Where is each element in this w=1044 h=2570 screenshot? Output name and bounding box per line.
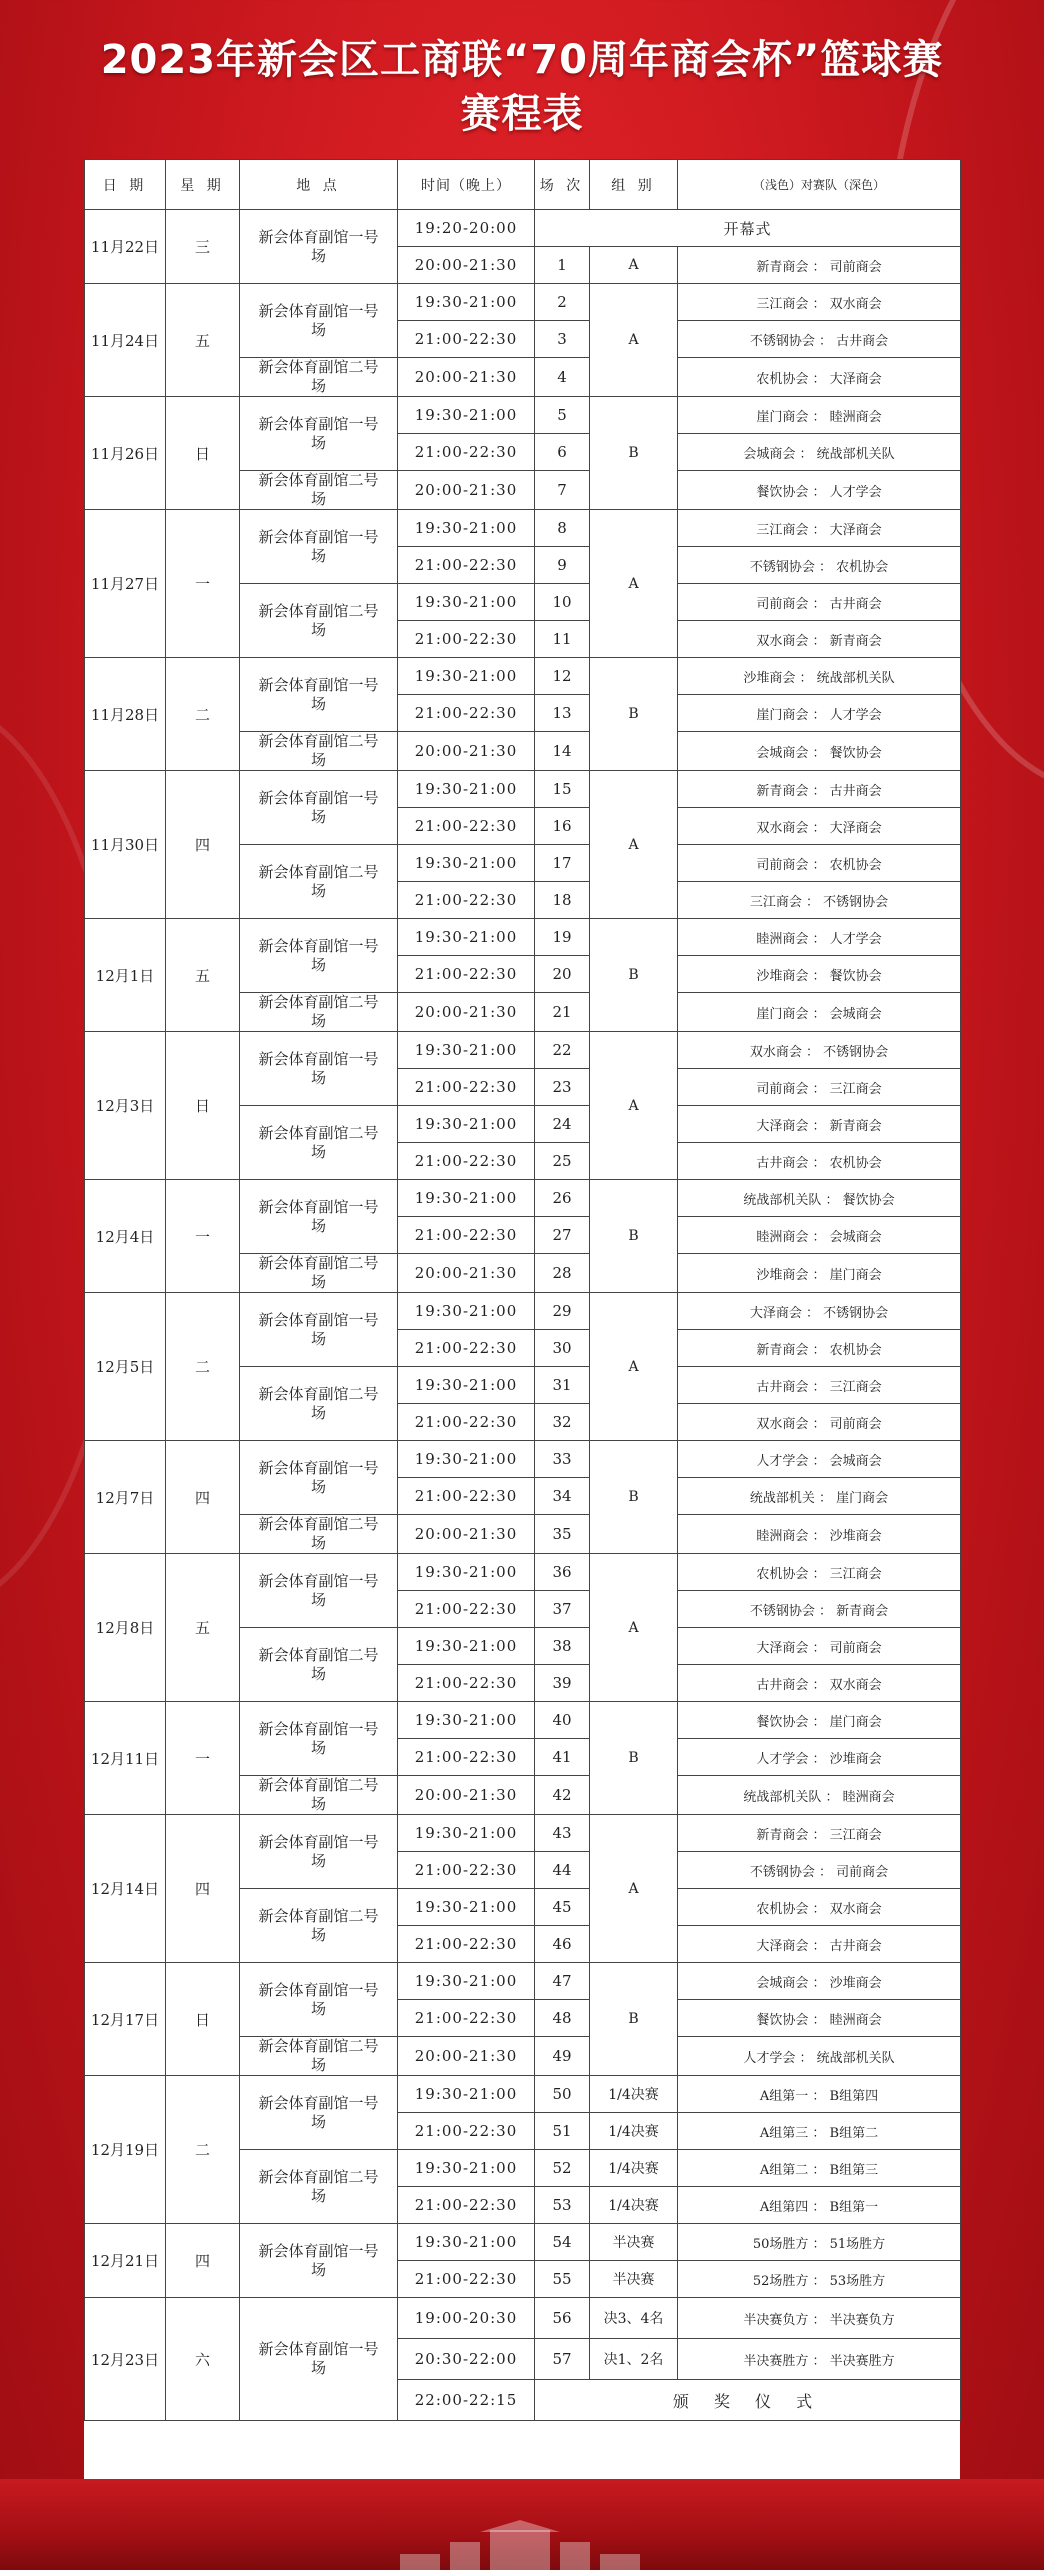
game-number-cell: 43 (535, 1815, 590, 1852)
venue-cell: 新会体育副馆二号场 (240, 1515, 398, 1554)
time-cell: 19:30-21:00 (398, 584, 535, 621)
game-number-cell: 56 (535, 2298, 590, 2339)
date-cell: 12月1日 (85, 919, 166, 1032)
game-number-cell: 37 (535, 1591, 590, 1628)
game-number-cell: 31 (535, 1367, 590, 1404)
matchup-cell: A组第四 ： B组第一 (678, 2187, 961, 2224)
page-subtitle: 赛程表 (460, 91, 584, 137)
date-cell: 12月11日 (85, 1702, 166, 1815)
weekday-cell: 四 (166, 2224, 240, 2298)
time-cell: 20:00-21:30 (398, 993, 535, 1032)
matchup-cell: 司前商会 ： 农机协会 (678, 845, 961, 882)
header-day: 星 期 (166, 160, 240, 210)
matchup-cell: 农机协会 ： 大泽商会 (678, 358, 961, 397)
time-cell: 20:00-21:30 (398, 732, 535, 771)
game-number-cell: 20 (535, 956, 590, 993)
date-cell: 11月27日 (85, 510, 166, 658)
matchup-cell: 会城商会 ： 统战部机关队 (678, 434, 961, 471)
time-cell: 21:00-22:30 (398, 695, 535, 732)
time-cell: 19:30-21:00 (398, 1702, 535, 1739)
header-time: 时间（晚上） (398, 160, 535, 210)
matchup-cell: 52场胜方 ： 53场胜方 (678, 2261, 961, 2298)
date-cell: 12月3日 (85, 1032, 166, 1180)
matchup-cell: 新青商会 ： 司前商会 (678, 247, 961, 284)
matchup-cell: 沙堆商会 ： 崖门商会 (678, 1254, 961, 1293)
time-cell: 21:00-22:30 (398, 2261, 535, 2298)
table-row (85, 1032, 961, 1069)
weekday-cell: 四 (166, 1815, 240, 1963)
group-cell: A (590, 247, 678, 284)
game-number-cell: 18 (535, 882, 590, 919)
gate-illustration (380, 2520, 660, 2570)
weekday-cell: 二 (166, 2076, 240, 2224)
group-cell: A (590, 1032, 678, 1180)
game-number-cell: 33 (535, 1441, 590, 1478)
time-cell: 21:00-22:30 (398, 1478, 535, 1515)
time-cell: 21:00-22:30 (398, 1926, 535, 1963)
matchup-cell: 半决赛胜方 ： 半决赛胜方 (678, 2339, 961, 2380)
date-cell: 11月22日 (85, 210, 166, 284)
table-row (85, 1815, 961, 1852)
header-venue: 地 点 (240, 160, 398, 210)
matchup-cell: A组第一 ： B组第四 (678, 2076, 961, 2113)
weekday-cell: 五 (166, 919, 240, 1032)
game-number-cell: 23 (535, 1069, 590, 1106)
matchup-cell: 半决赛负方 ： 半决赛负方 (678, 2298, 961, 2339)
game-number-cell: 49 (535, 2037, 590, 2076)
game-number-cell: 19 (535, 919, 590, 956)
game-number-cell: 17 (535, 845, 590, 882)
venue-cell: 新会体育副馆一号场 (240, 2224, 398, 2298)
game-number-cell: 35 (535, 1515, 590, 1554)
matchup-cell: A组第三 ： B组第二 (678, 2113, 961, 2150)
matchup-cell: 统战部机关 ： 崖门商会 (678, 1478, 961, 1515)
game-number-cell: 51 (535, 2113, 590, 2150)
time-cell: 21:00-22:30 (398, 956, 535, 993)
game-number-cell: 54 (535, 2224, 590, 2261)
time-cell: 21:00-22:30 (398, 1739, 535, 1776)
table-row (85, 1554, 961, 1591)
matchup-cell: 睦洲商会 ： 沙堆商会 (678, 1515, 961, 1554)
venue-cell: 新会体育副馆一号场 (240, 1815, 398, 1889)
matchup-cell: 大泽商会 ： 不锈钢协会 (678, 1293, 961, 1330)
matchup-cell: 崖门商会 ： 睦洲商会 (678, 397, 961, 434)
matchup-cell: 50场胜方 ： 51场胜方 (678, 2224, 961, 2261)
venue-cell: 新会体育副馆一号场 (240, 658, 398, 732)
game-number-cell: 48 (535, 2000, 590, 2037)
game-number-cell: 21 (535, 993, 590, 1032)
group-cell: A (590, 1815, 678, 1963)
time-cell: 19:30-21:00 (398, 284, 535, 321)
venue-cell: 新会体育副馆二号场 (240, 584, 398, 658)
time-cell: 21:00-22:30 (398, 808, 535, 845)
table-row (85, 1702, 961, 1739)
weekday-cell: 日 (166, 1963, 240, 2076)
time-cell: 21:00-22:30 (398, 1143, 535, 1180)
game-number-cell: 50 (535, 2076, 590, 2113)
time-cell: 20:00-21:30 (398, 358, 535, 397)
group-cell: B (590, 1441, 678, 1554)
time-cell: 21:00-22:30 (398, 434, 535, 471)
matchup-cell: 沙堆商会 ： 统战部机关队 (678, 658, 961, 695)
matchup-cell: 不锈钢协会 ： 古井商会 (678, 321, 961, 358)
matchup-cell: 不锈钢协会 ： 司前商会 (678, 1852, 961, 1889)
matchup-cell: 司前商会 ： 三江商会 (678, 1069, 961, 1106)
venue-cell: 新会体育副馆二号场 (240, 1776, 398, 1815)
time-cell: 19:30-21:00 (398, 510, 535, 547)
table-row (85, 1180, 961, 1217)
venue-cell: 新会体育副馆二号场 (240, 358, 398, 397)
matchup-cell: 古井商会 ： 双水商会 (678, 1665, 961, 1702)
game-number-cell: 27 (535, 1217, 590, 1254)
game-number-cell: 5 (535, 397, 590, 434)
date-cell: 12月5日 (85, 1293, 166, 1441)
group-cell: 1/4决赛 (590, 2187, 678, 2224)
venue-cell: 新会体育副馆一号场 (240, 1963, 398, 2037)
opening-ceremony-cell: 开幕式 (535, 210, 961, 247)
group-cell: B (590, 919, 678, 1032)
schedule-sheet (84, 159, 960, 2479)
group-cell: 1/4决赛 (590, 2076, 678, 2113)
matchup-cell: 餐饮协会 ： 崖门商会 (678, 1702, 961, 1739)
weekday-cell: 五 (166, 284, 240, 397)
time-cell: 19:30-21:00 (398, 658, 535, 695)
game-number-cell: 10 (535, 584, 590, 621)
time-cell: 19:30-21:00 (398, 919, 535, 956)
time-cell: 21:00-22:30 (398, 882, 535, 919)
matchup-cell: 大泽商会 ： 古井商会 (678, 1926, 961, 1963)
time-cell: 19:30-21:00 (398, 2076, 535, 2113)
group-cell: B (590, 1963, 678, 2076)
venue-cell: 新会体育副馆一号场 (240, 210, 398, 284)
time-cell: 19:30-21:00 (398, 1032, 535, 1069)
game-number-cell: 41 (535, 1739, 590, 1776)
matchup-cell: 三江商会 ： 大泽商会 (678, 510, 961, 547)
date-cell: 12月21日 (85, 2224, 166, 2298)
venue-cell: 新会体育副馆二号场 (240, 993, 398, 1032)
matchup-cell: 人才学会 ： 沙堆商会 (678, 1739, 961, 1776)
matchup-cell: 睦洲商会 ： 会城商会 (678, 1217, 961, 1254)
weekday-cell: 一 (166, 1180, 240, 1293)
venue-cell: 新会体育副馆一号场 (240, 1180, 398, 1254)
weekday-cell: 六 (166, 2298, 240, 2421)
game-number-cell: 53 (535, 2187, 590, 2224)
venue-cell: 新会体育副馆一号场 (240, 2076, 398, 2150)
matchup-cell: A组第二 ： B组第三 (678, 2150, 961, 2187)
header-group: 组 别 (590, 160, 678, 210)
game-number-cell: 16 (535, 808, 590, 845)
game-number-cell: 40 (535, 1702, 590, 1739)
group-cell: A (590, 510, 678, 658)
header-date: 日 期 (85, 160, 166, 210)
game-number-cell: 9 (535, 547, 590, 584)
matchup-cell: 会城商会 ： 沙堆商会 (678, 1963, 961, 2000)
game-number-cell: 15 (535, 771, 590, 808)
table-row (85, 919, 961, 956)
weekday-cell: 二 (166, 658, 240, 771)
game-number-cell: 24 (535, 1106, 590, 1143)
weekday-cell: 五 (166, 1554, 240, 1702)
venue-cell: 新会体育副馆一号场 (240, 284, 398, 358)
date-cell: 11月26日 (85, 397, 166, 510)
table-row (85, 397, 961, 434)
matchup-cell: 人才学会 ： 会城商会 (678, 1441, 961, 1478)
group-cell: A (590, 1554, 678, 1702)
time-cell: 19:30-21:00 (398, 2150, 535, 2187)
game-number-cell: 52 (535, 2150, 590, 2187)
time-cell: 19:30-21:00 (398, 1554, 535, 1591)
game-number-cell: 32 (535, 1404, 590, 1441)
game-number-cell: 28 (535, 1254, 590, 1293)
header-match: （浅色）对赛队（深色） (678, 160, 961, 210)
time-cell: 21:00-22:30 (398, 1069, 535, 1106)
time-cell: 20:30-22:00 (398, 2339, 535, 2380)
time-cell: 20:00-21:30 (398, 247, 535, 284)
group-cell: 半决赛 (590, 2224, 678, 2261)
game-number-cell: 22 (535, 1032, 590, 1069)
game-number-cell: 14 (535, 732, 590, 771)
time-cell: 19:30-21:00 (398, 771, 535, 808)
matchup-cell: 崖门商会 ： 人才学会 (678, 695, 961, 732)
game-number-cell: 42 (535, 1776, 590, 1815)
game-number-cell: 38 (535, 1628, 590, 1665)
game-number-cell: 57 (535, 2339, 590, 2380)
venue-cell: 新会体育副馆二号场 (240, 2150, 398, 2224)
time-cell: 21:00-22:30 (398, 1591, 535, 1628)
weekday-cell: 一 (166, 510, 240, 658)
matchup-cell: 古井商会 ： 农机协会 (678, 1143, 961, 1180)
game-number-cell: 45 (535, 1889, 590, 1926)
matchup-cell: 三江商会 ： 双水商会 (678, 284, 961, 321)
award-ceremony-cell: 颁 奖 仪 式 (535, 2380, 961, 2421)
time-cell: 21:00-22:30 (398, 621, 535, 658)
table-row (85, 1293, 961, 1330)
table-row (85, 2298, 961, 2339)
venue-cell: 新会体育副馆一号场 (240, 510, 398, 584)
matchup-cell: 双水商会 ： 大泽商会 (678, 808, 961, 845)
matchup-cell: 农机协会 ： 双水商会 (678, 1889, 961, 1926)
time-cell: 20:00-21:30 (398, 1515, 535, 1554)
date-cell: 12月7日 (85, 1441, 166, 1554)
venue-cell: 新会体育副馆一号场 (240, 1554, 398, 1628)
venue-cell: 新会体育副馆一号场 (240, 1293, 398, 1367)
table-row (85, 210, 961, 247)
table-row (85, 771, 961, 808)
venue-cell: 新会体育副馆一号场 (240, 1032, 398, 1106)
date-cell: 12月14日 (85, 1815, 166, 1963)
matchup-cell: 双水商会 ： 新青商会 (678, 621, 961, 658)
game-number-cell: 8 (535, 510, 590, 547)
matchup-cell: 餐饮协会 ： 人才学会 (678, 471, 961, 510)
time-cell: 19:30-21:00 (398, 2224, 535, 2261)
matchup-cell: 统战部机关队 ： 睦洲商会 (678, 1776, 961, 1815)
date-cell: 12月17日 (85, 1963, 166, 2076)
time-cell: 19:00-20:30 (398, 2298, 535, 2339)
weekday-cell: 四 (166, 771, 240, 919)
date-cell: 12月23日 (85, 2298, 166, 2421)
game-number-cell: 30 (535, 1330, 590, 1367)
group-cell: B (590, 397, 678, 510)
date-cell: 11月28日 (85, 658, 166, 771)
time-cell: 19:30-21:00 (398, 1441, 535, 1478)
date-cell: 11月24日 (85, 284, 166, 397)
time-cell: 21:00-22:30 (398, 1217, 535, 1254)
time-cell: 19:30-21:00 (398, 1367, 535, 1404)
game-number-cell: 26 (535, 1180, 590, 1217)
matchup-cell: 大泽商会 ： 司前商会 (678, 1628, 961, 1665)
time-cell: 20:00-21:30 (398, 1776, 535, 1815)
matchup-cell: 餐饮协会 ： 睦洲商会 (678, 2000, 961, 2037)
time-cell: 21:00-22:30 (398, 1852, 535, 1889)
matchup-cell: 农机协会 ： 三江商会 (678, 1554, 961, 1591)
table-row (85, 658, 961, 695)
time-cell: 21:00-22:30 (398, 1665, 535, 1702)
matchup-cell: 不锈钢协会 ： 新青商会 (678, 1591, 961, 1628)
game-number-cell: 11 (535, 621, 590, 658)
table-row (85, 510, 961, 547)
weekday-cell: 四 (166, 1441, 240, 1554)
matchup-cell: 司前商会 ： 古井商会 (678, 584, 961, 621)
game-number-cell: 4 (535, 358, 590, 397)
time-cell: 21:00-22:30 (398, 2113, 535, 2150)
weekday-cell: 一 (166, 1702, 240, 1815)
time-cell: 19:30-21:00 (398, 1815, 535, 1852)
matchup-cell: 新青商会 ： 古井商会 (678, 771, 961, 808)
game-number-cell: 3 (535, 321, 590, 358)
group-cell: B (590, 1702, 678, 1815)
time-cell: 19:30-21:00 (398, 1180, 535, 1217)
venue-cell: 新会体育副馆一号场 (240, 1702, 398, 1776)
time-cell: 21:00-22:30 (398, 1330, 535, 1367)
game-number-cell: 29 (535, 1293, 590, 1330)
game-number-cell: 6 (535, 434, 590, 471)
schedule-table (84, 159, 961, 2421)
time-cell: 19:30-21:00 (398, 845, 535, 882)
matchup-cell: 双水商会 ： 司前商会 (678, 1404, 961, 1441)
table-row (85, 2224, 961, 2261)
venue-cell: 新会体育副馆一号场 (240, 919, 398, 993)
venue-cell: 新会体育副馆一号场 (240, 2298, 398, 2421)
time-cell: 19:30-21:00 (398, 397, 535, 434)
game-number-cell: 1 (535, 247, 590, 284)
venue-cell: 新会体育副馆二号场 (240, 1254, 398, 1293)
venue-cell: 新会体育副馆二号场 (240, 732, 398, 771)
game-number-cell: 46 (535, 1926, 590, 1963)
time-cell: 21:00-22:30 (398, 547, 535, 584)
matchup-cell: 会城商会 ： 餐饮协会 (678, 732, 961, 771)
venue-cell: 新会体育副馆一号场 (240, 397, 398, 471)
game-number-cell: 36 (535, 1554, 590, 1591)
game-number-cell: 12 (535, 658, 590, 695)
time-cell: 21:00-22:30 (398, 1404, 535, 1441)
matchup-cell: 双水商会 ： 不锈钢协会 (678, 1032, 961, 1069)
group-cell: 决1、2名 (590, 2339, 678, 2380)
matchup-cell: 三江商会 ： 不锈钢协会 (678, 882, 961, 919)
weekday-cell: 日 (166, 397, 240, 510)
time-cell: 20:00-21:30 (398, 1254, 535, 1293)
matchup-cell: 古井商会 ： 三江商会 (678, 1367, 961, 1404)
time-cell: 21:00-22:30 (398, 321, 535, 358)
time-cell: 19:30-21:00 (398, 1628, 535, 1665)
matchup-cell: 沙堆商会 ： 餐饮协会 (678, 956, 961, 993)
game-number-cell: 39 (535, 1665, 590, 1702)
group-cell: B (590, 658, 678, 771)
date-cell: 12月4日 (85, 1180, 166, 1293)
game-number-cell: 47 (535, 1963, 590, 2000)
date-cell: 12月19日 (85, 2076, 166, 2224)
time-cell: 19:30-21:00 (398, 1293, 535, 1330)
date-cell: 11月30日 (85, 771, 166, 919)
venue-cell: 新会体育副馆二号场 (240, 1367, 398, 1441)
matchup-cell: 新青商会 ： 农机协会 (678, 1330, 961, 1367)
time-cell: 20:00-21:30 (398, 471, 535, 510)
time-cell: 19:30-21:00 (398, 1889, 535, 1926)
table-row (85, 2076, 961, 2113)
page-title: 2023年新会区工商联“70周年商会杯”篮球赛 (100, 37, 944, 83)
group-cell: B (590, 1180, 678, 1293)
venue-cell: 新会体育副馆二号场 (240, 2037, 398, 2076)
matchup-cell: 崖门商会 ： 会城商会 (678, 993, 961, 1032)
venue-cell: 新会体育副馆二号场 (240, 1106, 398, 1180)
game-number-cell: 55 (535, 2261, 590, 2298)
venue-cell: 新会体育副馆二号场 (240, 471, 398, 510)
game-number-cell: 25 (535, 1143, 590, 1180)
table-row (85, 284, 961, 321)
weekday-cell: 日 (166, 1032, 240, 1180)
group-cell: 半决赛 (590, 2261, 678, 2298)
time-cell: 21:00-22:30 (398, 2000, 535, 2037)
game-number-cell: 44 (535, 1852, 590, 1889)
group-cell: 1/4决赛 (590, 2150, 678, 2187)
time-cell: 19:20-20:00 (398, 210, 535, 247)
game-number-cell: 13 (535, 695, 590, 732)
time-cell: 21:00-22:30 (398, 2187, 535, 2224)
header-game-no: 场 次 (535, 160, 590, 210)
venue-cell: 新会体育副馆一号场 (240, 771, 398, 845)
time-cell: 19:30-21:00 (398, 1106, 535, 1143)
weekday-cell: 二 (166, 1293, 240, 1441)
matchup-cell: 不锈钢协会 ： 农机协会 (678, 547, 961, 584)
group-cell: A (590, 1293, 678, 1441)
matchup-cell: 新青商会 ： 三江商会 (678, 1815, 961, 1852)
venue-cell: 新会体育副馆二号场 (240, 1628, 398, 1702)
group-cell: 决3、4名 (590, 2298, 678, 2339)
time-cell: 20:00-21:30 (398, 2037, 535, 2076)
group-cell: A (590, 284, 678, 397)
time-cell: 22:00-22:15 (398, 2380, 535, 2421)
group-cell: A (590, 771, 678, 919)
matchup-cell: 睦洲商会 ： 人才学会 (678, 919, 961, 956)
table-row (85, 1441, 961, 1478)
venue-cell: 新会体育副馆一号场 (240, 1441, 398, 1515)
date-cell: 12月8日 (85, 1554, 166, 1702)
time-cell: 19:30-21:00 (398, 1963, 535, 2000)
matchup-cell: 大泽商会 ： 新青商会 (678, 1106, 961, 1143)
game-number-cell: 34 (535, 1478, 590, 1515)
venue-cell: 新会体育副馆二号场 (240, 1889, 398, 1963)
matchup-cell: 统战部机关队 ： 餐饮协会 (678, 1180, 961, 1217)
game-number-cell: 2 (535, 284, 590, 321)
venue-cell: 新会体育副馆二号场 (240, 845, 398, 919)
group-cell: 1/4决赛 (590, 2113, 678, 2150)
weekday-cell: 三 (166, 210, 240, 284)
table-header-row (85, 160, 961, 210)
table-row (85, 1963, 961, 2000)
matchup-cell: 人才学会 ： 统战部机关队 (678, 2037, 961, 2076)
game-number-cell: 7 (535, 471, 590, 510)
